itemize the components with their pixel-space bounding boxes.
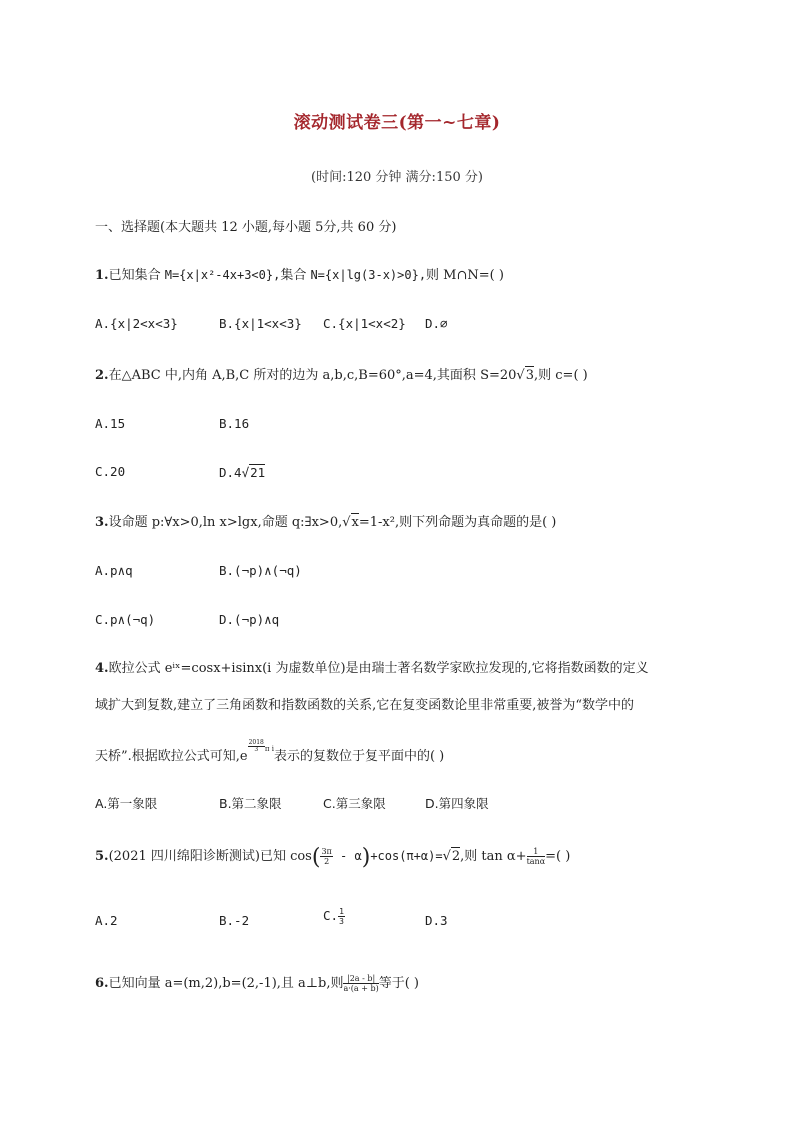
question-text: 在△ABC 中,内角 A,B,C 所对的边为 a,b,c,B=60°,a=4,其面积 S=20 xyxy=(108,368,517,383)
sqrt-symbol: √ xyxy=(342,515,351,530)
fraction-numerator: |2a - b| xyxy=(343,974,378,984)
question-text: 已知集合 xyxy=(108,268,165,283)
minus-alpha: - α xyxy=(332,849,362,863)
fraction-numerator: 3π xyxy=(321,847,332,856)
option-c xyxy=(323,907,345,926)
sqrt-symbol: √ xyxy=(442,849,451,864)
question-number: 5. xyxy=(95,849,109,864)
option-a: A.第一象限 xyxy=(95,796,158,811)
fraction-denominator: tanα xyxy=(526,857,546,866)
fraction xyxy=(320,847,332,866)
option-b: B.16 xyxy=(219,416,250,431)
option-d: D.∅ xyxy=(425,316,448,331)
option-d: D.3 xyxy=(425,913,448,928)
option-label: D.4 xyxy=(219,465,242,480)
option-c: C.20 xyxy=(95,464,126,479)
fraction xyxy=(343,974,378,993)
fraction xyxy=(338,907,345,926)
option-a: A.{x|2<x<3} xyxy=(95,316,178,331)
question-1 xyxy=(95,266,504,285)
question-6 xyxy=(95,974,419,993)
question-text: =( ) xyxy=(545,849,571,864)
radicand: 21 xyxy=(250,465,266,480)
question-text: 等于( ) xyxy=(378,976,419,991)
fraction-denominator: 2 xyxy=(324,857,330,866)
question-4-line-2: 域扩大到复数,建立了三角函数和指数函数的关系,它在复变函数论里非常重要,被誉为“数学中的 xyxy=(95,698,635,713)
question-number: 2. xyxy=(95,368,109,383)
option-a: A.15 xyxy=(95,416,126,431)
left-paren: ( xyxy=(311,845,321,870)
question-3 xyxy=(95,513,556,532)
question-text: 则 M∩N=( ) xyxy=(426,268,504,283)
sqrt-symbol: √ xyxy=(241,465,250,480)
question-2 xyxy=(95,366,588,385)
option-label: C. xyxy=(323,908,339,923)
set-n: N={x|lg(3-x)>0}, xyxy=(310,268,427,282)
option-d: D.第四象限 xyxy=(425,796,489,811)
fraction xyxy=(527,847,546,866)
fraction-denominator: a·(a + b) xyxy=(343,984,379,993)
question-4-line-3 xyxy=(95,740,444,766)
section-heading: 一、选择题(本大题共 12 小题,每小题 5分,共 60 分) xyxy=(95,220,397,235)
question-text: 天桥”.根据欧拉公式可知,e xyxy=(95,749,248,764)
exponent-numerator: 2018 xyxy=(248,739,264,746)
question-text: +cos(π+α)= xyxy=(370,849,443,863)
option-c: C.p∧(¬q) xyxy=(95,612,156,627)
exam-info: (时间:120 分钟 满分:150 分) xyxy=(311,170,483,185)
option-a: A.p∧q xyxy=(95,563,133,578)
option-c: C.{x|1<x<2} xyxy=(323,316,406,331)
right-paren: ) xyxy=(361,845,371,870)
option-b: B.{x|1<x<3} xyxy=(219,316,302,331)
option-b: B.-2 xyxy=(219,913,250,928)
question-text: ,则 c=( ) xyxy=(534,368,588,383)
question-5 xyxy=(95,845,571,870)
question-text: =1-x²,则下列命题为真命题的是( ) xyxy=(358,515,557,530)
exponent xyxy=(248,739,274,753)
radicand: x xyxy=(351,515,359,530)
question-text: 已知向量 a=(m,2),b=(2,-1),且 a⊥b,则 xyxy=(108,976,344,991)
option-b: B.第二象限 xyxy=(219,796,282,811)
fraction-numerator: 1 xyxy=(527,847,546,857)
fraction-denominator: 3 xyxy=(339,917,344,926)
question-4-line-1 xyxy=(95,660,649,678)
option-d xyxy=(219,464,265,480)
sqrt-symbol: √ xyxy=(516,368,525,383)
question-text: 表示的复数位于复平面中的( ) xyxy=(273,749,445,764)
set-m: M={x|x²-4x+3<0}, xyxy=(164,268,281,282)
radicand: 2 xyxy=(451,849,461,864)
question-text: 集合 xyxy=(280,268,311,283)
fraction-numerator: 1 xyxy=(339,907,344,916)
page-title: 滚动测试卷三(第一~七章) xyxy=(293,113,501,133)
question-number: 6. xyxy=(95,976,109,991)
question-text: (2021 四川绵阳诊断测试)已知 cos xyxy=(108,849,312,864)
option-c: C.第三象限 xyxy=(323,796,386,811)
question-number: 4. xyxy=(95,661,109,676)
exponent-tail: π i xyxy=(264,745,274,753)
radicand: 3 xyxy=(525,368,534,383)
option-b: B.(¬p)∧(¬q) xyxy=(219,563,302,578)
question-text: 设命题 p:∀x>0,ln x>lgx,命题 q:∃x>0, xyxy=(108,515,343,530)
option-d: D.(¬p)∧q xyxy=(219,612,280,627)
exponent-denominator: 3 xyxy=(254,746,259,753)
option-a: A.2 xyxy=(95,913,118,928)
question-text: 欧拉公式 eⁱˣ=cosx+isinx(i 为虚数单位)是由瑞士著名数学家欧拉发现的,它将指数函数的定义 xyxy=(108,661,649,676)
question-text: ,则 tan α+ xyxy=(460,849,527,864)
question-number: 1. xyxy=(95,268,109,283)
question-number: 3. xyxy=(95,515,109,530)
